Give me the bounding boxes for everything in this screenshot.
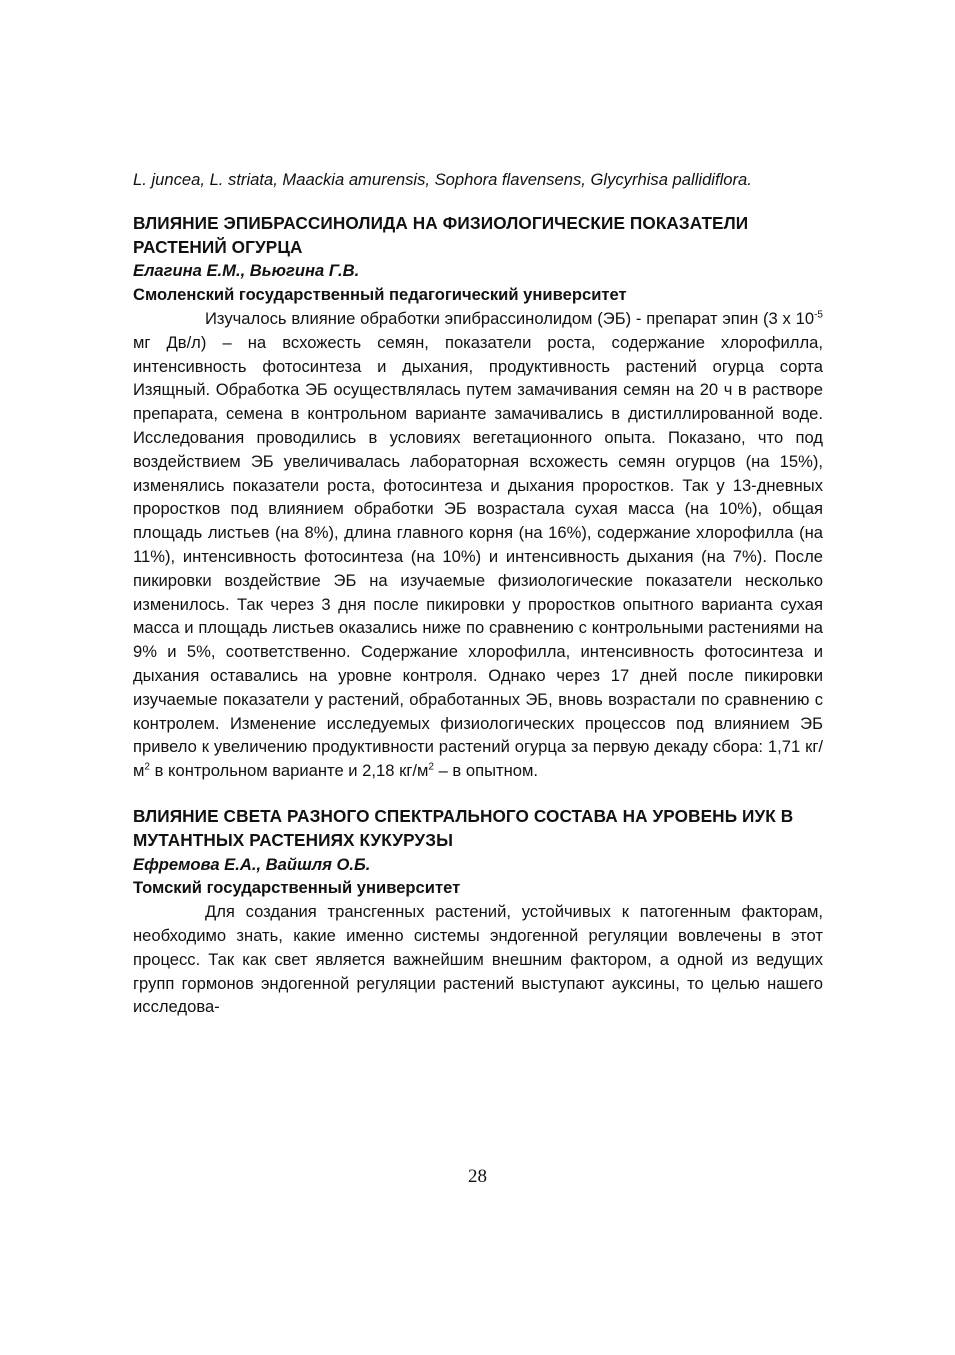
- article-2-title: ВЛИЯНИЕ СВЕТА РАЗНОГО СПЕКТРАЛЬНОГО СОСТАВА НА УРОВЕНЬ ИУК В МУТАНТНЫХ РАСТЕНИЯХ КУКУРУЗЫ: [133, 805, 794, 850]
- article-2-authors: Ефремова Е.А., Вайшля О.Б.: [133, 854, 371, 874]
- article-2: [133, 805, 823, 1019]
- page-content: [133, 168, 823, 1019]
- article-1-body: [133, 307, 823, 783]
- article-1-square-2: 2: [428, 761, 434, 773]
- article-1-body-mid2: в контрольном варианте и 2,18 кг/м: [149, 761, 429, 781]
- article-1-title: ВЛИЯНИЕ ЭПИБРАССИНОЛИДА НА ФИЗИОЛОГИЧЕСКИЕ ПОКАЗАТЕЛИ РАСТЕНИЙ ОГУРЦА: [133, 212, 749, 257]
- article-2-body: Для создания трансгенных растений, устойчивых к патогенным факторам, необходимо знать, какие именно системы эндогенной регуляции вовлечены в этот процесс. Так как свет является важнейшим внешним фактором, а одной из ведущих групп гормонов эндогенной регуляции растений выступают ауксины, то целью нашего исследова-: [133, 902, 823, 1017]
- article-1-exponent: -5: [814, 309, 823, 321]
- article-1-square-1: 2: [144, 761, 150, 773]
- article-1: [133, 212, 823, 783]
- article-2-affiliation: Томский государственный университет: [133, 878, 461, 898]
- intro-species-line: L. juncea, L. striata, Maackia amurensis, Sophora flavensens, Glycyrhisa pallidiflora.: [133, 170, 752, 189]
- article-1-authors: Елагина Е.М., Вьюгина Г.В.: [133, 261, 360, 281]
- article-1-body-end: – в опытном.: [433, 761, 539, 781]
- article-1-affiliation: Смоленский государственный педагогический университет: [133, 285, 627, 305]
- article-1-body-mid: мг Дв/л) – на всхожесть семян, показатели роста, содержание хлорофилла, интенсивность фотосинтеза и дыхания, продуктивность растений огурца сорта Изящный. Обработка ЭБ осуществлялась путем замачивания семян на 20 ч в растворе препарата, семена в контрольном варианте замачивались в дистиллированной воде. Исследования проводились в условиях вегетационного опыта. Показано, что под воздействием ЭБ увеличивалась лабораторная всхожесть семян огурцов (на 15%), изменялись показатели роста, фотосинтеза и дыхания проростков. Так у 13-дневных проростков под влиянием обработки ЭБ возрастала сухая масса (на 10%), общая площадь листьев (на 8%), длина главного корня (на 16%), содержание хлорофилла (на 11%), интенсивность фотосинтеза (на 10%) и интенсивность дыхания (на 7%). После пикировки воздействие ЭБ на изучаемые физиологические показатели несколько изменилось. Так через 3 дня после пикировки у проростков опытного варианта сухая масса и площадь листьев оказались ниже по сравнению с контрольными растениями на 9% и 5%, соответственно. Содержание хлорофилла, интенсивность фотосинтеза и дыхания оставались на уровне контроля. Однако через 17 дней после пикировки изучаемые показатели у растений, обработанных ЭБ, вновь возрастали по сравнению с контролем. Изменение исследуемых физиологических процессов под влиянием ЭБ привело к увеличению продуктивности растений огурца за первую декаду сбора: 1,71 кг/м: [133, 332, 823, 781]
- page-number: 28: [468, 1166, 487, 1187]
- article-1-body-start: Изучалось влияние обработки эпибрассинолидом (ЭБ) - препарат эпин (3 х 10: [205, 308, 815, 328]
